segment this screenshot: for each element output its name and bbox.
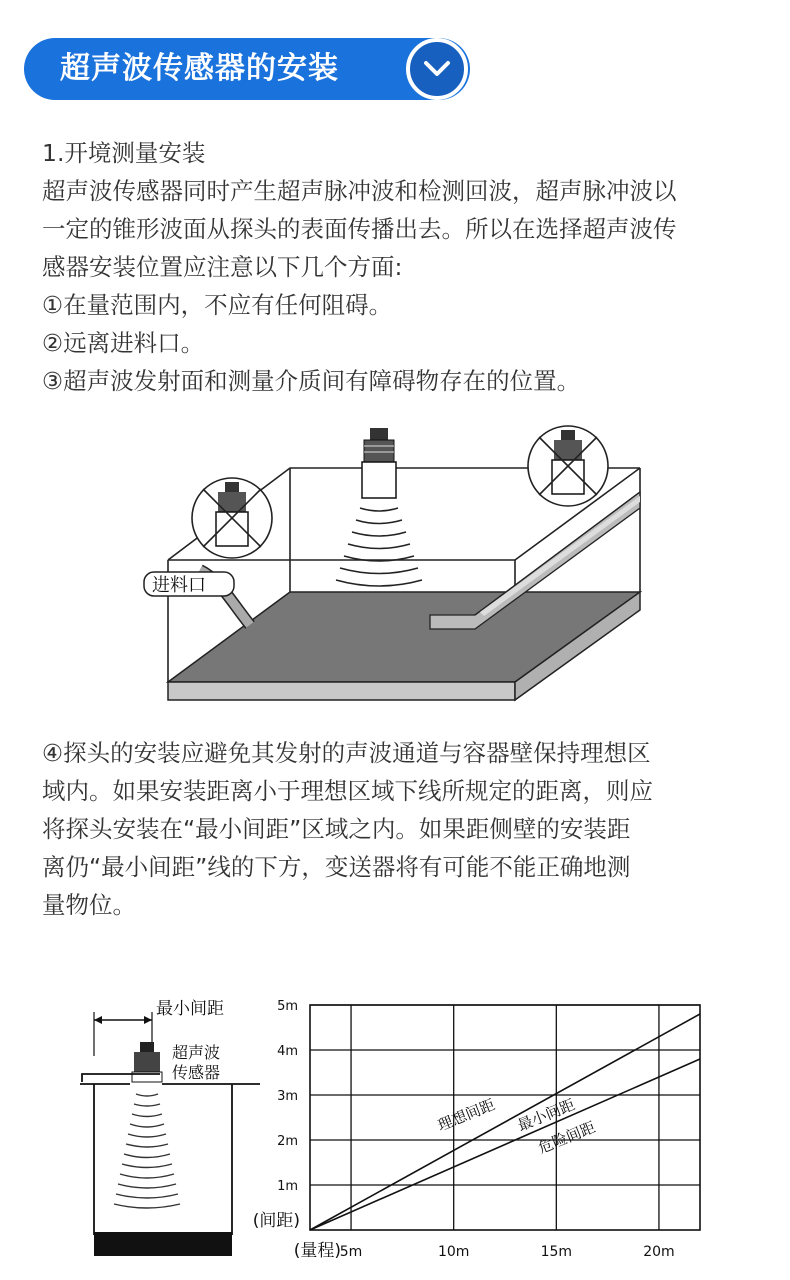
x-tick-label: 20m	[643, 1244, 675, 1260]
note-line: ④探头的安装应避免其发射的声波通道与容器壁保持理想区	[42, 739, 651, 767]
intro-line: 一定的锥形波面从探头的表面传播出去。所以在选择超声波传	[42, 215, 677, 243]
y-axis-label: (间距)	[252, 1211, 300, 1231]
distance-range-chart	[240, 995, 710, 1265]
installation-note	[42, 734, 762, 924]
y-tick-label: 3m	[277, 1089, 298, 1104]
chart-frame	[310, 1005, 700, 1230]
y-tick-label: 2m	[277, 1134, 298, 1149]
section-header	[24, 38, 470, 100]
min-distance-label: 最小间距	[156, 999, 224, 1019]
sensor-label-2: 传感器	[172, 1063, 221, 1082]
sensor-label-1: 超声波	[172, 1043, 221, 1062]
y-tick-label: 1m	[277, 1179, 298, 1194]
inlet-label: 进料口	[152, 575, 206, 596]
line-annotation: 最小间距	[515, 1095, 578, 1135]
collapse-toggle[interactable]	[398, 38, 468, 100]
line-annotation: 理想间距	[434, 1095, 498, 1135]
y-tick-label: 4m	[277, 1044, 298, 1059]
y-tick-label: 5m	[277, 999, 298, 1014]
x-tick-label: 10m	[437, 1244, 470, 1260]
tank-installation-diagram	[120, 420, 650, 710]
installation-intro	[42, 134, 762, 400]
note-line: 量物位。	[42, 891, 136, 919]
intro-line: 感器安装位置应注意以下几个方面:	[42, 253, 403, 281]
intro-line: ①在量范围内，不应有任何阻碍。	[42, 291, 393, 319]
section-title: 超声波传感器的安装	[60, 51, 339, 86]
chevron-down-icon[interactable]	[406, 38, 468, 100]
note-line: 域内。如果安装距离小于理想区域下线所规定的距离，则应	[42, 777, 653, 805]
note-line: 离仍“最小间距”线的下方，变送器将有可能不能正确地测	[42, 853, 631, 881]
intro-line: 1.开境测量安装	[42, 139, 206, 167]
note-line: 将探头安装在“最小间距”区域之内。如果距侧壁的安装距	[42, 815, 631, 843]
x-tick-label: 15m	[540, 1244, 573, 1260]
x-tick-label: 5m	[339, 1244, 363, 1260]
intro-line: ②远离进料口。	[42, 329, 205, 357]
x-axis-label: (量程)	[293, 1241, 342, 1261]
intro-line: 超声波传感器同时产生超声脉冲波和检测回波，超声脉冲波以	[42, 177, 677, 205]
intro-line: ③超声波发射面和测量介质间有障碍物存在的位置。	[42, 367, 581, 395]
line-annotation: 危险间距	[535, 1118, 598, 1158]
min-distance-diagram	[60, 990, 260, 1260]
